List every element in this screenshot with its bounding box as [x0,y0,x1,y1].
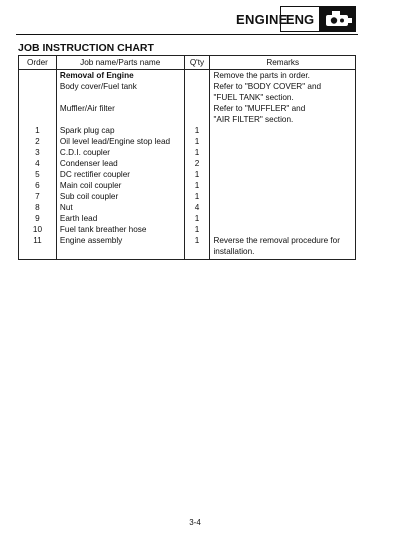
column-header-qty: Q'ty [184,56,210,70]
cell-qty: 1 [184,125,210,136]
cell-remarks [210,169,356,180]
table-row [19,180,356,191]
cell-part-name: Main coil coupler [56,180,184,191]
cell-remarks [210,136,356,147]
table-row [19,147,356,158]
cell-remarks [210,180,356,191]
cell-qty: 1 [184,235,210,246]
section-title: ENGINE [236,12,288,27]
table-row [19,235,356,246]
cell-part-name: Body cover/Fuel tank [56,81,184,92]
cell-remarks [210,158,356,169]
cell-remarks: Refer to "MUFFLER" and [210,103,356,114]
table-row [19,202,356,213]
cell-qty: 1 [184,169,210,180]
cell-part-name: Fuel tank breather hose [56,224,184,235]
table-row [19,92,356,103]
section-badge [280,6,356,32]
table-row [19,213,356,224]
table-row [19,169,356,180]
table-row [19,136,356,147]
table-row [19,125,356,136]
cell-remarks: Reverse the removal procedure for [210,235,356,246]
cell-remarks [210,191,356,202]
cell-remarks [210,202,356,213]
cell-order: 10 [19,224,57,235]
column-header-order: Order [19,56,57,70]
cell-order [19,92,57,103]
column-header-name: Job name/Parts name [56,56,184,70]
cell-remarks: "FUEL TANK" section. [210,92,356,103]
cell-order: 5 [19,169,57,180]
cell-qty: 1 [184,180,210,191]
table-row [19,70,356,82]
cell-part-name: Earth lead [56,213,184,224]
cell-remarks [210,224,356,235]
cell-order: 11 [19,235,57,246]
cell-qty: 1 [184,147,210,158]
cell-order [19,103,57,114]
cell-qty [184,92,210,103]
cell-part-name: Nut [56,202,184,213]
column-header-remarks: Remarks [210,56,356,70]
cell-order: 2 [19,136,57,147]
cell-order: 7 [19,191,57,202]
cell-remarks [210,125,356,136]
cell-qty [184,246,210,260]
table-row [19,103,356,114]
cell-order: 8 [19,202,57,213]
cell-qty: 1 [184,213,210,224]
table-row [19,81,356,92]
cell-order: 3 [19,147,57,158]
table-row [19,224,356,235]
cell-remarks [210,213,356,224]
cell-qty [184,81,210,92]
cell-qty [184,114,210,125]
table-header-row [19,56,356,70]
cell-order: 1 [19,125,57,136]
cell-remarks: installation. [210,246,356,260]
table-row [19,158,356,169]
cell-part-name [56,92,184,103]
table-row [19,191,356,202]
job-instruction-table [18,55,356,260]
section-code: ENG [281,7,320,31]
cell-qty: 1 [184,136,210,147]
cell-remarks: "AIR FILTER" section. [210,114,356,125]
cell-order: 4 [19,158,57,169]
cell-remarks [210,147,356,158]
cell-remarks: Remove the parts in order. [210,70,356,82]
cell-part-name [56,246,184,260]
cell-qty: 4 [184,202,210,213]
cell-part-name: C.D.I. coupler [56,147,184,158]
cell-order [19,246,57,260]
cell-qty [184,70,210,82]
cell-qty: 1 [184,191,210,202]
cell-part-name: Muffler/Air filter [56,103,184,114]
cell-part-name [56,114,184,125]
header-rule [16,34,358,35]
cell-part-name: Oil level lead/Engine stop lead [56,136,184,147]
table-row [19,114,356,125]
cell-part-name: Engine assembly [56,235,184,246]
engine-icon [320,7,355,31]
cell-part-name: Sub coil coupler [56,191,184,202]
cell-part-name: DC rectifier coupler [56,169,184,180]
cell-qty [184,103,210,114]
cell-order [19,81,57,92]
cell-remarks: Refer to "BODY COVER" and [210,81,356,92]
cell-order: 6 [19,180,57,191]
cell-qty: 2 [184,158,210,169]
cell-qty: 1 [184,224,210,235]
cell-order: 9 [19,213,57,224]
chart-title: JOB INSTRUCTION CHART [18,42,154,54]
cell-part-name: Spark plug cap [56,125,184,136]
cell-order [19,70,57,82]
cell-order [19,114,57,125]
cell-part-name: Removal of Engine [56,70,184,82]
table-row [19,246,356,260]
cell-part-name: Condenser lead [56,158,184,169]
page-number: 3-4 [189,518,201,527]
